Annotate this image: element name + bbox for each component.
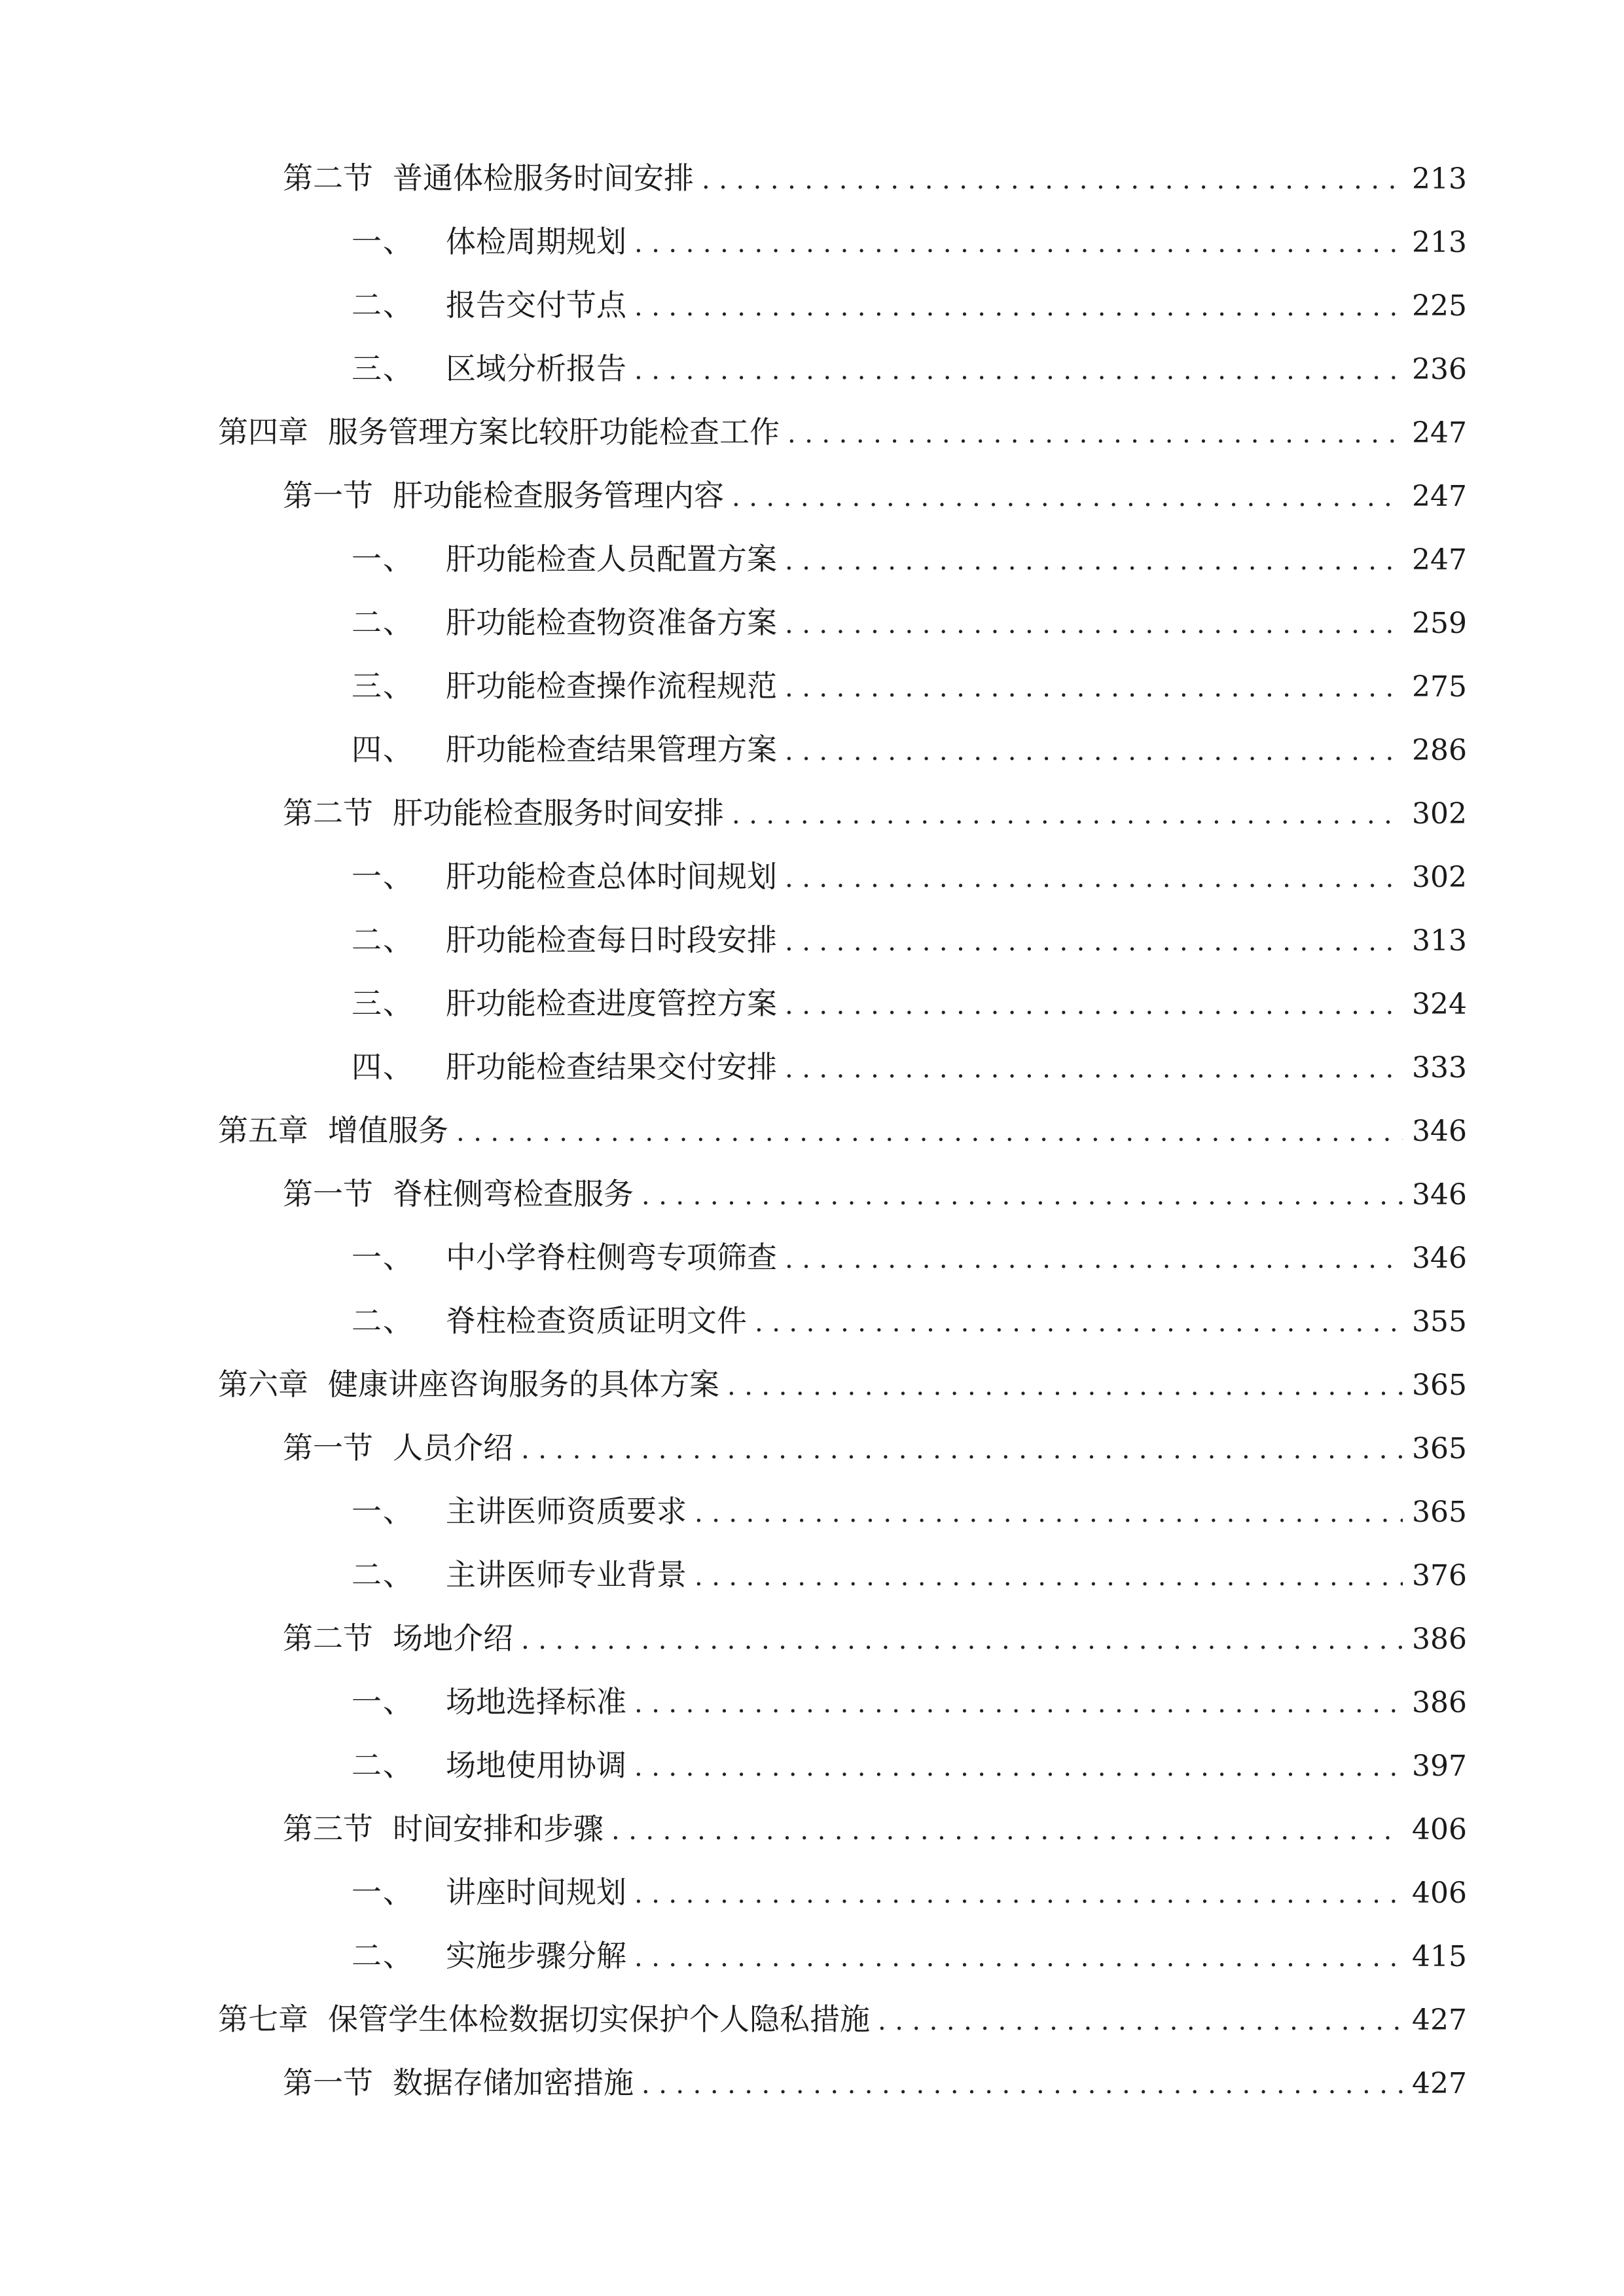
toc-entry-page: 313	[1412, 924, 1467, 958]
toc-entry-title: 普通体检服务时间安排	[393, 160, 694, 196]
dot-leader	[785, 593, 1403, 656]
dot-leader	[641, 2053, 1403, 2117]
toc-entry-item[interactable]	[0, 210, 1624, 274]
toc-entry-page: 275	[1412, 670, 1467, 704]
toc-entry-item[interactable]	[0, 1861, 1624, 1924]
toc-entry-prefix: 第五章	[218, 1113, 308, 1148]
dot-leader	[634, 276, 1403, 339]
toc-entry-prefix: 第一节	[283, 1176, 373, 1211]
dot-leader	[634, 1736, 1403, 1799]
toc-entry-prefix: 四、	[352, 732, 414, 767]
toc-entry-section[interactable]	[0, 147, 1624, 210]
toc-entry-page: 355	[1412, 1305, 1467, 1338]
dot-leader	[785, 656, 1403, 720]
toc-entry-title: 实施步骤分解	[446, 1938, 626, 1973]
toc-entry-chapter[interactable]	[0, 1099, 1624, 1162]
toc-entry-page: 406	[1412, 1813, 1467, 1846]
toc-entry-page: 346	[1412, 1242, 1467, 1275]
toc-entry-page: 213	[1412, 226, 1467, 259]
toc-entry-title: 脊柱检查资质证明文件	[446, 1303, 747, 1338]
toc-entry-page: 365	[1412, 1432, 1467, 1465]
toc-entry-prefix: 二、	[352, 1938, 414, 1973]
toc-entry-page: 259	[1412, 607, 1467, 640]
toc-entry-title: 肝功能检查结果交付安排	[446, 1049, 777, 1085]
dot-leader	[785, 1228, 1403, 1291]
toc-entry-page: 302	[1412, 861, 1467, 894]
toc-entry-item[interactable]	[0, 1924, 1624, 1988]
toc-entry-title: 肝功能检查结果管理方案	[446, 732, 777, 767]
toc-entry-page: 427	[1412, 2003, 1467, 2037]
toc-entry-prefix: 第六章	[218, 1367, 308, 1402]
toc-entry-page: 333	[1412, 1051, 1467, 1085]
toc-entry-title: 肝功能检查人员配置方案	[446, 541, 777, 577]
dot-leader	[634, 1926, 1403, 1990]
toc-entry-title: 时间安排和步骤	[393, 1811, 604, 1846]
toc-entry-item[interactable]	[0, 845, 1624, 908]
toc-entry-prefix: 第一节	[283, 2065, 373, 2100]
dot-leader	[702, 149, 1403, 212]
toc-entry-title: 肝功能检查总体时间规划	[446, 859, 777, 894]
toc-entry-title: 主讲医师专业背景	[446, 1557, 687, 1592]
dot-leader	[727, 1355, 1403, 1418]
toc-entry-title: 保管学生体检数据切实保护个人隐私措施	[328, 2001, 870, 2037]
toc-entry-prefix: 一、	[352, 1874, 414, 1910]
dot-leader	[456, 1101, 1403, 1164]
toc-entry-prefix: 四、	[352, 1049, 414, 1085]
dot-leader	[785, 1037, 1403, 1101]
toc-entry-page: 376	[1412, 1559, 1467, 1592]
toc-entry-section[interactable]	[0, 781, 1624, 845]
toc-entry-title: 区域分析报告	[446, 351, 626, 386]
toc-entry-title: 增值服务	[328, 1113, 448, 1148]
dot-leader	[787, 403, 1403, 466]
toc-entry-title: 体检周期规划	[446, 224, 626, 259]
toc-entry-prefix: 三、	[352, 668, 414, 704]
toc-entry-prefix: 第三节	[283, 1811, 373, 1846]
toc-entry-page: 324	[1412, 988, 1467, 1021]
toc-entry-item[interactable]	[0, 1035, 1624, 1099]
toc-entry-title: 脊柱侧弯检查服务	[393, 1176, 634, 1211]
toc-entry-title: 健康讲座咨询服务的具体方案	[328, 1367, 719, 1402]
toc-entry-item[interactable]	[0, 908, 1624, 972]
toc-entry-section[interactable]	[0, 1797, 1624, 1861]
toc-entry-item[interactable]	[0, 1289, 1624, 1353]
toc-entry-title: 肝功能检查服务时间安排	[393, 795, 724, 831]
toc-entry-item[interactable]	[0, 1543, 1624, 1607]
toc-entry-prefix: 三、	[352, 351, 414, 386]
toc-entry-page: 286	[1412, 734, 1467, 767]
toc-entry-page: 247	[1412, 480, 1467, 513]
dot-leader	[695, 1545, 1403, 1609]
toc-entry-prefix: 二、	[352, 605, 414, 640]
toc-entry-title: 服务管理方案比较肝功能检查工作	[328, 414, 780, 450]
toc-entry-section[interactable]	[0, 2051, 1624, 2115]
toc-entry-prefix: 一、	[352, 1684, 414, 1719]
toc-entry-prefix: 一、	[352, 1240, 414, 1275]
dot-leader	[785, 847, 1403, 910]
toc-entry-page: 236	[1412, 353, 1467, 386]
toc-entry-page: 346	[1412, 1178, 1467, 1211]
toc-entry-item[interactable]	[0, 337, 1624, 401]
toc-entry-prefix: 二、	[352, 922, 414, 958]
toc-entry-title: 肝功能检查服务管理内容	[393, 478, 724, 513]
toc-entry-prefix: 第四章	[218, 414, 308, 450]
toc-entry-title: 场地介绍	[393, 1621, 513, 1656]
toc-entry-title: 场地选择标准	[446, 1684, 626, 1719]
toc-entry-page: 386	[1412, 1686, 1467, 1719]
toc-entry-title: 肝功能检查每日时段安排	[446, 922, 777, 958]
toc-entry-title: 主讲医师资质要求	[446, 1494, 687, 1529]
dot-leader	[634, 1672, 1403, 1736]
toc-entry-page: 225	[1412, 289, 1467, 323]
toc-entry-page: 302	[1412, 797, 1467, 831]
toc-entry-page: 365	[1412, 1496, 1467, 1529]
toc-entry-prefix: 二、	[352, 287, 414, 323]
toc-entry-item[interactable]	[0, 528, 1624, 591]
toc-entry-title: 人员介绍	[393, 1430, 513, 1465]
toc-entry-chapter[interactable]	[0, 1353, 1624, 1416]
toc-entry-section[interactable]	[0, 1162, 1624, 1226]
toc-entry-title: 肝功能检查操作流程规范	[446, 668, 777, 704]
dot-leader	[634, 212, 1403, 276]
toc-entry-prefix: 一、	[352, 541, 414, 577]
dot-leader	[634, 339, 1403, 403]
dot-leader	[755, 1291, 1403, 1355]
toc-entry-item[interactable]	[0, 655, 1624, 718]
toc-entry-chapter[interactable]	[0, 401, 1624, 464]
toc-entry-item[interactable]	[0, 1480, 1624, 1543]
toc-entry-page: 247	[1412, 543, 1467, 577]
dot-leader	[634, 1863, 1403, 1926]
toc-entry-prefix: 一、	[352, 859, 414, 894]
toc-entry-item[interactable]	[0, 1734, 1624, 1797]
toc-entry-prefix: 第一节	[283, 1430, 373, 1465]
toc-entry-title: 肝功能检查物资准备方案	[446, 605, 777, 640]
toc-entry-title: 中小学脊柱侧弯专项筛查	[446, 1240, 777, 1275]
dot-leader	[641, 1164, 1403, 1228]
toc-entry-section[interactable]	[0, 1607, 1624, 1670]
dot-leader	[878, 1990, 1403, 2053]
toc-entry-prefix: 第七章	[218, 2001, 308, 2037]
toc-entry-title: 报告交付节点	[446, 287, 626, 323]
toc-entry-page: 406	[1412, 1876, 1467, 1910]
toc-entry-chapter[interactable]	[0, 1988, 1624, 2051]
toc-entry-title: 数据存储加密措施	[393, 2065, 634, 2100]
toc-entry-prefix: 第二节	[283, 795, 373, 831]
toc-entry-prefix: 二、	[352, 1748, 414, 1783]
toc-entry-page: 365	[1412, 1369, 1467, 1402]
toc-entry-prefix: 三、	[352, 986, 414, 1021]
toc-entry-prefix: 二、	[352, 1557, 414, 1592]
dot-leader	[521, 1609, 1403, 1672]
toc-entry-title: 肝功能检查进度管控方案	[446, 986, 777, 1021]
toc-entry-page: 397	[1412, 1749, 1467, 1783]
toc-entry-item[interactable]	[0, 591, 1624, 655]
dot-leader	[785, 910, 1403, 974]
dot-leader	[611, 1799, 1403, 1863]
toc-entry-section[interactable]	[0, 464, 1624, 528]
dot-leader	[521, 1418, 1403, 1482]
dot-leader	[785, 974, 1403, 1037]
toc-entry-title: 讲座时间规划	[446, 1874, 626, 1910]
toc-entry-section[interactable]	[0, 1416, 1624, 1480]
toc-entry-item[interactable]	[0, 1670, 1624, 1734]
dot-leader	[732, 783, 1403, 847]
toc-entry-prefix: 第一节	[283, 478, 373, 513]
toc-entry-prefix: 第二节	[283, 160, 373, 196]
toc-entry-prefix: 一、	[352, 224, 414, 259]
toc-entry-page: 213	[1412, 162, 1467, 196]
toc-entry-page: 427	[1412, 2067, 1467, 2100]
toc-entry-page: 415	[1412, 1940, 1467, 1973]
toc-entry-item[interactable]	[0, 1226, 1624, 1289]
dot-leader	[785, 529, 1403, 593]
toc-entry-item[interactable]	[0, 718, 1624, 781]
toc-entry-prefix: 二、	[352, 1303, 414, 1338]
toc-entry-item[interactable]	[0, 274, 1624, 337]
toc-entry-prefix: 第二节	[283, 1621, 373, 1656]
toc-entry-item[interactable]	[0, 972, 1624, 1035]
dot-leader	[785, 720, 1403, 783]
table-of-contents	[0, 147, 1624, 2115]
dot-leader	[695, 1482, 1403, 1545]
toc-entry-page: 386	[1412, 1623, 1467, 1656]
toc-entry-title: 场地使用协调	[446, 1748, 626, 1783]
toc-entry-prefix: 一、	[352, 1494, 414, 1529]
toc-entry-page: 346	[1412, 1115, 1467, 1148]
dot-leader	[732, 466, 1403, 529]
toc-entry-page: 247	[1412, 416, 1467, 450]
